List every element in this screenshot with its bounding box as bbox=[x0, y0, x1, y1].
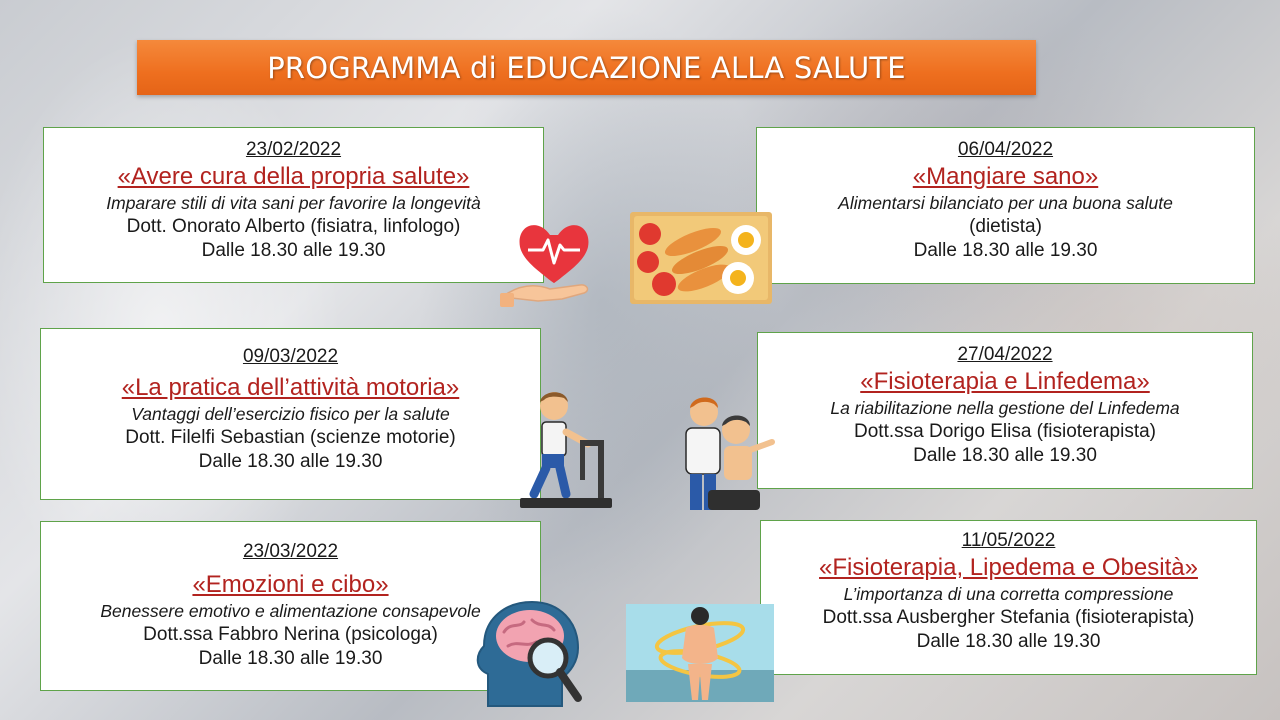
event-subtitle: Alimentarsi bilanciato per una buona salute bbox=[838, 193, 1173, 213]
event-speaker: Dott.ssa Dorigo Elisa (fisioterapista) bbox=[854, 421, 1156, 442]
event-speaker: Dott.ssa Fabbro Nerina (psicologa) bbox=[143, 624, 438, 645]
event-card-2 bbox=[756, 127, 1255, 284]
event-date: 11/05/2022 bbox=[961, 530, 1056, 551]
event-topic: «Mangiare sano» bbox=[912, 163, 1099, 190]
event-topic: «Emozioni e cibo» bbox=[192, 571, 389, 598]
event-speaker: (dietista) bbox=[969, 216, 1042, 237]
event-time: Dalle 18.30 alle 19.30 bbox=[913, 445, 1097, 466]
event-subtitle: Imparare stili di vita sani per favorire la longevità bbox=[106, 193, 481, 213]
event-topic: «Avere cura della propria salute» bbox=[117, 163, 470, 190]
event-subtitle: L’importanza di una corretta compressione bbox=[843, 584, 1174, 604]
brain-magnifier-icon bbox=[474, 598, 586, 708]
event-date: 27/04/2022 bbox=[957, 344, 1053, 365]
heart-in-hand-icon bbox=[498, 205, 610, 310]
event-date: 09/03/2022 bbox=[242, 346, 339, 367]
event-time: Dalle 18.30 alle 19.30 bbox=[913, 240, 1098, 261]
event-card-5 bbox=[40, 521, 541, 691]
event-date: 06/04/2022 bbox=[957, 139, 1054, 160]
event-date: 23/03/2022 bbox=[242, 541, 339, 562]
page-title: PROGRAMMA di EDUCAZIONE ALLA SALUTE bbox=[267, 50, 906, 85]
event-subtitle: Benessere emotivo e alimentazione consapevole bbox=[100, 601, 481, 621]
event-time: Dalle 18.30 alle 19.30 bbox=[916, 631, 1101, 652]
title-banner bbox=[137, 40, 1036, 95]
healthy-food-tray-icon bbox=[628, 210, 774, 306]
event-date: 23/02/2022 bbox=[245, 139, 342, 160]
event-speaker: Dott.ssa Ausbergher Stefania (fisioterapista) bbox=[822, 607, 1195, 628]
event-card-4 bbox=[757, 332, 1253, 489]
physiotherapy-icon bbox=[672, 390, 776, 518]
treadmill-exercise-icon bbox=[516, 386, 616, 512]
event-card-3 bbox=[40, 328, 541, 500]
body-shape-icon bbox=[626, 604, 774, 702]
event-subtitle: La riabilitazione nella gestione del Linfedema bbox=[830, 398, 1180, 418]
event-speaker: Dott. Filelfi Sebastian (scienze motorie) bbox=[125, 427, 456, 448]
event-speaker: Dott. Onorato Alberto (fisiatra, linfologo) bbox=[126, 216, 461, 237]
event-topic: «La pratica dell’attività motoria» bbox=[121, 374, 460, 401]
event-subtitle: Vantaggi dell’esercizio fisico per la salute bbox=[131, 404, 450, 424]
event-card-1 bbox=[43, 127, 544, 283]
event-topic: «Fisioterapia e Linfedema» bbox=[860, 368, 1150, 395]
event-topic: «Fisioterapia, Lipedema e Obesità» bbox=[819, 554, 1198, 581]
event-time: Dalle 18.30 alle 19.30 bbox=[198, 451, 383, 472]
event-time: Dalle 18.30 alle 19.30 bbox=[201, 240, 386, 261]
event-card-6 bbox=[760, 520, 1257, 675]
event-time: Dalle 18.30 alle 19.30 bbox=[198, 648, 383, 669]
